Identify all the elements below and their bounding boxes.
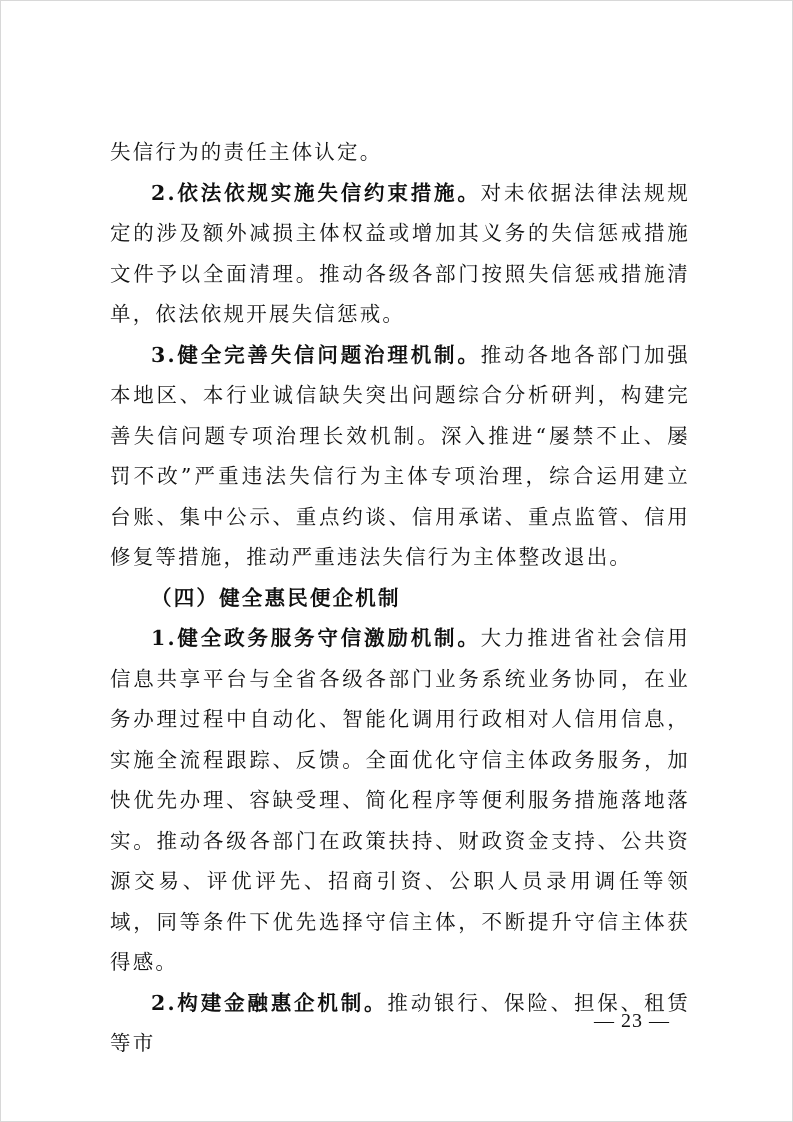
paragraph-continued <box>110 132 690 173</box>
paragraph-lead: 2.构建金融惠企机制。 <box>151 990 388 1015</box>
paragraph-government-service-incentives <box>110 618 690 983</box>
paragraph-lead: 1.健全政务服务守信激励机制。 <box>151 626 481 650</box>
paragraph-text: 推动各地各部门加强本地区、本行业诚信缺失突出问题综合分析研判，构建完善失信问题专项治理长效机制。深入推进“屡禁不止、屡罚不改”严重违法失信行为主体专项治理，综合运用建立台账、集中公示、重点约谈、信用承诺、重点监管、信用修复等措施，推动严重违法失信行为主体整改退出。 <box>110 342 690 569</box>
paragraph-text: 对未依据法律法规规定的涉及额外减损主体权益或增加其义务的失信惩戒措施文件予以全面清理。推动各级各部门按照失信惩戒措施清单，依法依规开展失信惩戒。 <box>110 180 690 326</box>
paragraph-dishonesty-governance <box>110 335 690 578</box>
paragraph-text: 大力推进省社会信用信息共享平台与全省各级各部门业务系统业务协同，在业务办理过程中自动化、智能化调用行政相对人信用信息，实施全流程跟踪、反馈。全面优化守信主体政务服务，加快优先办理、容缺受理、简化程序等便利服务措施落地落实。推动各级各部门在政策扶持、财政资金支持、公共资源交易、评优评先、招商引资、公职人员录用调任等领域，同等条件下优先选择守信主体，不断提升守信主体获得感。 <box>110 626 690 974</box>
paragraph-lead: 3.健全完善失信问题治理机制。 <box>151 342 481 367</box>
paragraph-lead: 2.依法依规实施失信约束措施。 <box>151 180 481 205</box>
document-body <box>110 132 690 1064</box>
paragraph-enforce-dishonesty-measures <box>110 173 690 335</box>
page-number: — 23 — <box>594 1010 670 1032</box>
section-heading: （四）健全惠民便企机制 <box>151 585 401 610</box>
paragraph-text: 推动银行、保险、担保、租赁等市 <box>110 990 690 1055</box>
paragraph-text: 失信行为的责任主体认定。 <box>110 140 383 164</box>
